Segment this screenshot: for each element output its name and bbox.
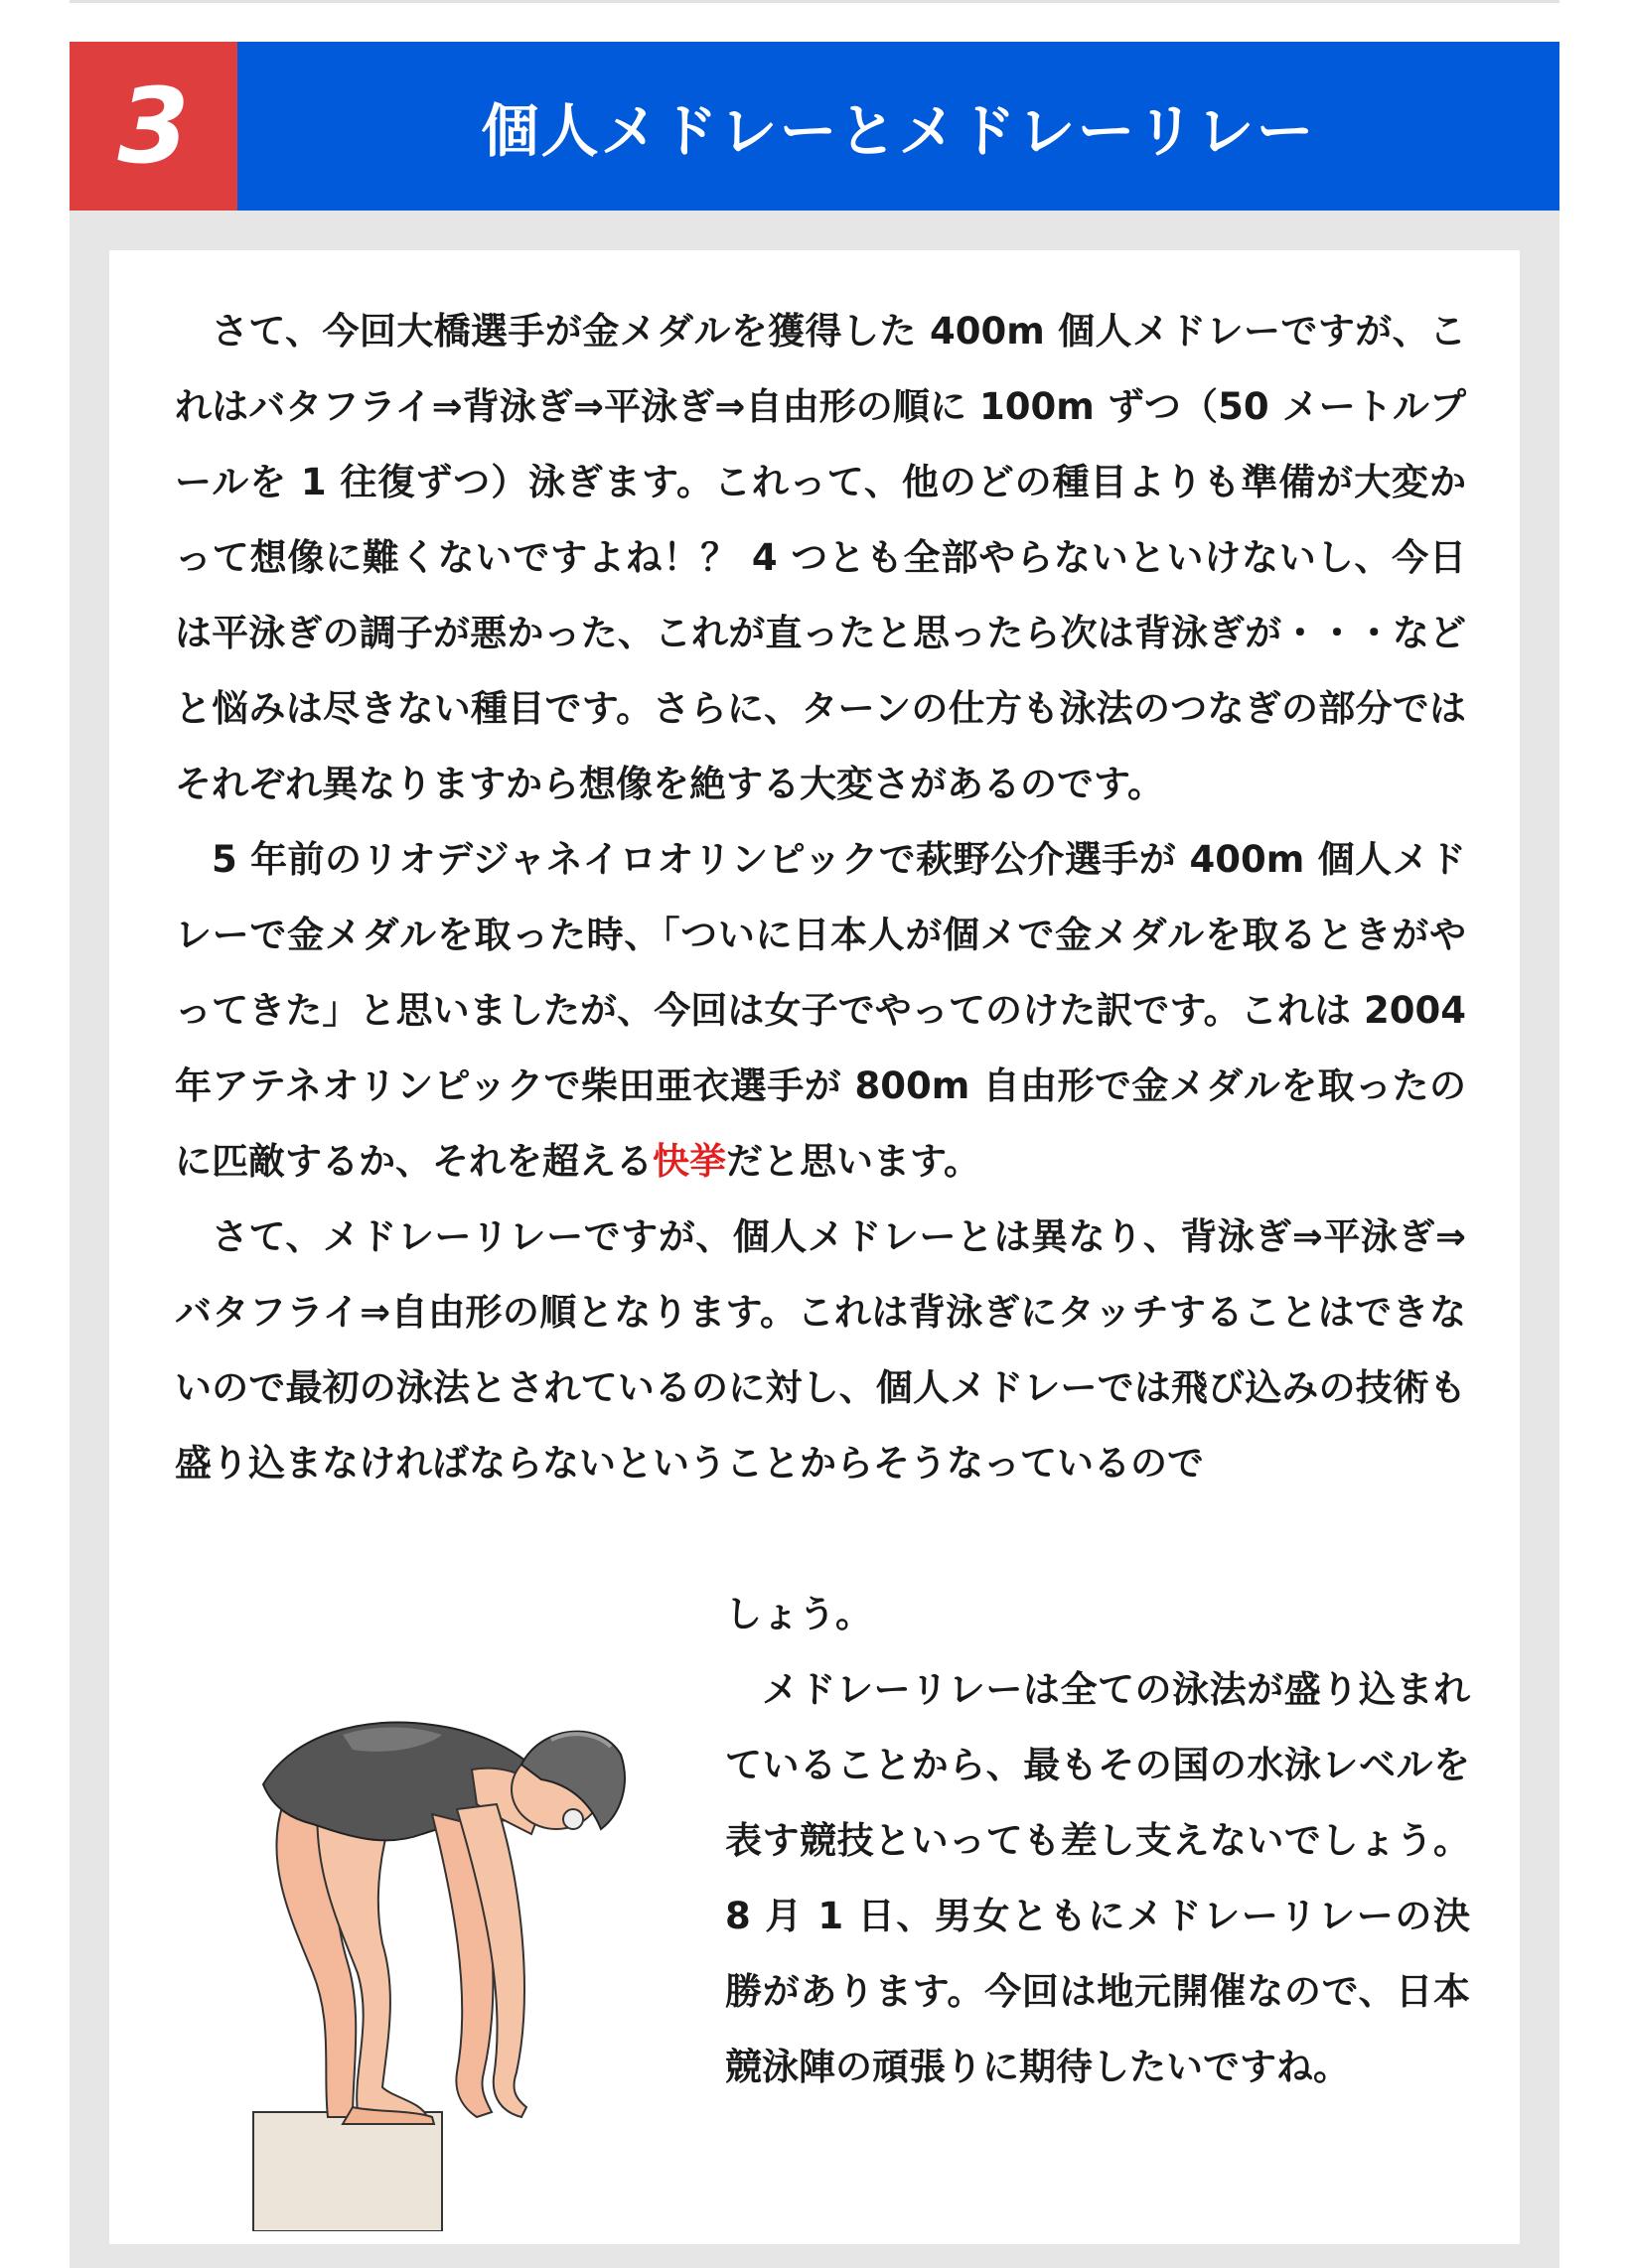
section-title-bar [237, 42, 1559, 211]
content-panel [70, 211, 1559, 2268]
swimmer-illustration [223, 1695, 680, 2231]
section-number-badge [70, 42, 237, 211]
highlight-word: 快挙 [653, 1140, 726, 1183]
article-card [109, 250, 1520, 2244]
paragraph-3: さて、メドレーリレーですが、個人メドレーとは異なり、背泳ぎ⇒平泳ぎ⇒バタフライ⇒自由形の順となります。これは背泳ぎにタッチすることはできないので最初の泳法とされているのに対し、個人メドレーでは飛び込みの技術も盛り込まなければならないということからそうなっているので [175, 1215, 1466, 1485]
goggles [563, 1809, 583, 1829]
article-text [175, 294, 1466, 1501]
section-header [70, 42, 1559, 211]
paragraph-1: さて、今回大橋選手が金メダルを獲得した 400m 個人メドレーですが、これはバタフライ⇒背泳ぎ⇒平泳ぎ⇒自由形の順に 100m ずつ（50 メートルプールを 1 往復ずつ）泳ぎます。これって、他のどの種目よりも準備が大変かって想像に難くないですよね！？ 4 つとも全部やらないといけないし、今日は平泳ぎの調子が悪かった、これが直ったと思ったら次は背泳ぎが・・・などと悩みは尽きない種目です。さらに、ターンの仕方も泳法のつなぎの部分ではそれぞれ異なりますから想像を絶する大変さがあるのです。 [175, 310, 1466, 805]
paragraph-3-end: しょう。 [725, 1593, 872, 1635]
top-divider [70, 0, 1559, 3]
paragraph-2-end: だと思います。 [726, 1140, 981, 1183]
paragraph-2 [175, 822, 1466, 1200]
paragraph-4: メドレーリレーは全ての泳法が盛り込まれていることから、最もその国の水泳レベルを表す競技といっても差し支えないでしょう。8 月 1 日、男女ともにメドレーリレーの決勝があります。今回は地元開催なので、日本競泳陣の頑張りに期待したいですね。 [725, 1668, 1470, 2088]
wrapped-text-column [725, 1577, 1470, 2105]
starting-block [253, 2112, 442, 2231]
section-title: 個人メドレーとメドレーリレー [481, 97, 1316, 165]
paragraph-2-text: 5 年前のリオデジャネイロオリンピックで萩野公介選手が 400m 個人メドレーで金メダルを取った時、「ついに日本人が個メで金メダルを取るときがやってきた」と思いましたが、今回は女子でやってのけた訳です。これは 2004 年アテネオリンピックで柴田亜衣選手が 800m 自由形で金メダルを取ったのに匹敵するか、それを超える [175, 838, 1466, 1183]
section-number: 3 [117, 66, 190, 187]
